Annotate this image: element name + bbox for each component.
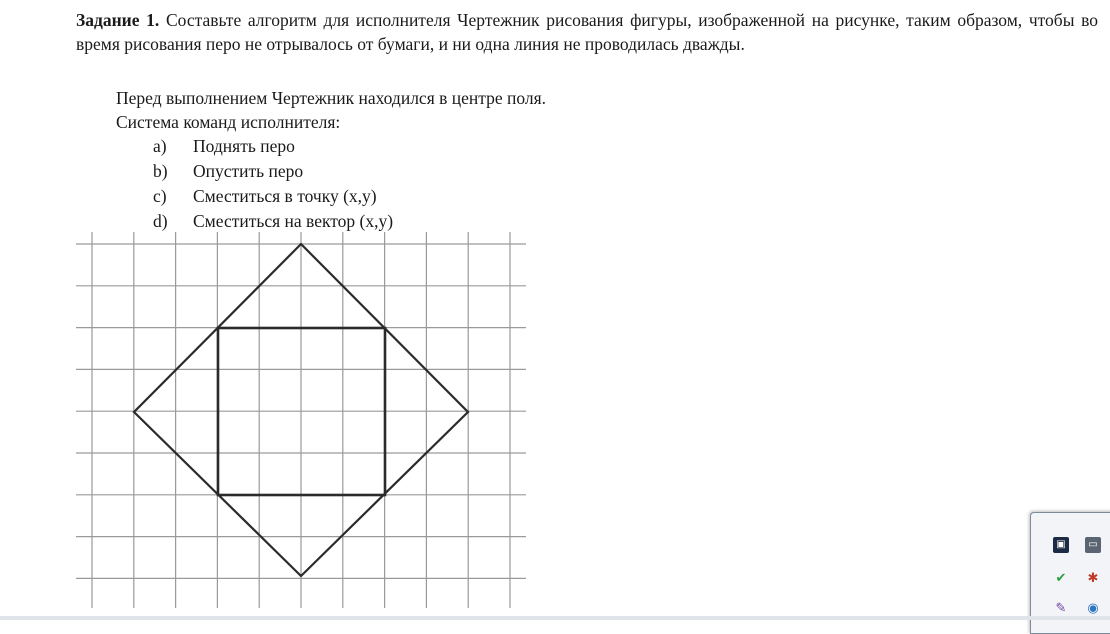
task-label: Задание 1. [76, 10, 160, 30]
task-statement [76, 9, 1098, 56]
antivirus-icon[interactable]: ✱ [1087, 571, 1099, 586]
command-item [153, 159, 303, 183]
command-item [153, 134, 295, 158]
checkmark-icon[interactable]: ✔ [1055, 571, 1067, 586]
command-text: Поднять перо [193, 136, 295, 156]
command-item [153, 209, 393, 233]
intro-line-start-position: Перед выполнением Чертежник находился в центре поля. [116, 88, 547, 108]
network-icon[interactable]: ◉ [1087, 601, 1099, 616]
intro-line-command-system: Система команд исполнителя: [116, 112, 341, 132]
command-marker: d) [153, 211, 168, 231]
task-text: Составьте алгоритм для исполнителя Чертежник рисования фигуры, изображенной на рисунке, таким образом, чтобы во время рисования перо не отрывалось от бумаги, и ни одна линия не проводилась дважды. [76, 10, 1099, 54]
taskbar-edge [0, 616, 1110, 620]
command-text: Сместиться в точку (x,y) [193, 186, 377, 206]
monitor-icon[interactable]: ▣ [1053, 537, 1069, 553]
command-marker: b) [153, 161, 168, 181]
command-item [153, 184, 377, 208]
display-icon[interactable]: ▭ [1085, 537, 1101, 553]
command-text: Опустить перо [193, 161, 304, 181]
command-text: Сместиться на вектор (x,y) [193, 211, 394, 231]
drawing-figure [76, 232, 526, 608]
pen-icon[interactable]: ✎ [1055, 601, 1067, 616]
command-marker: a) [153, 136, 167, 156]
command-marker: c) [153, 186, 167, 206]
